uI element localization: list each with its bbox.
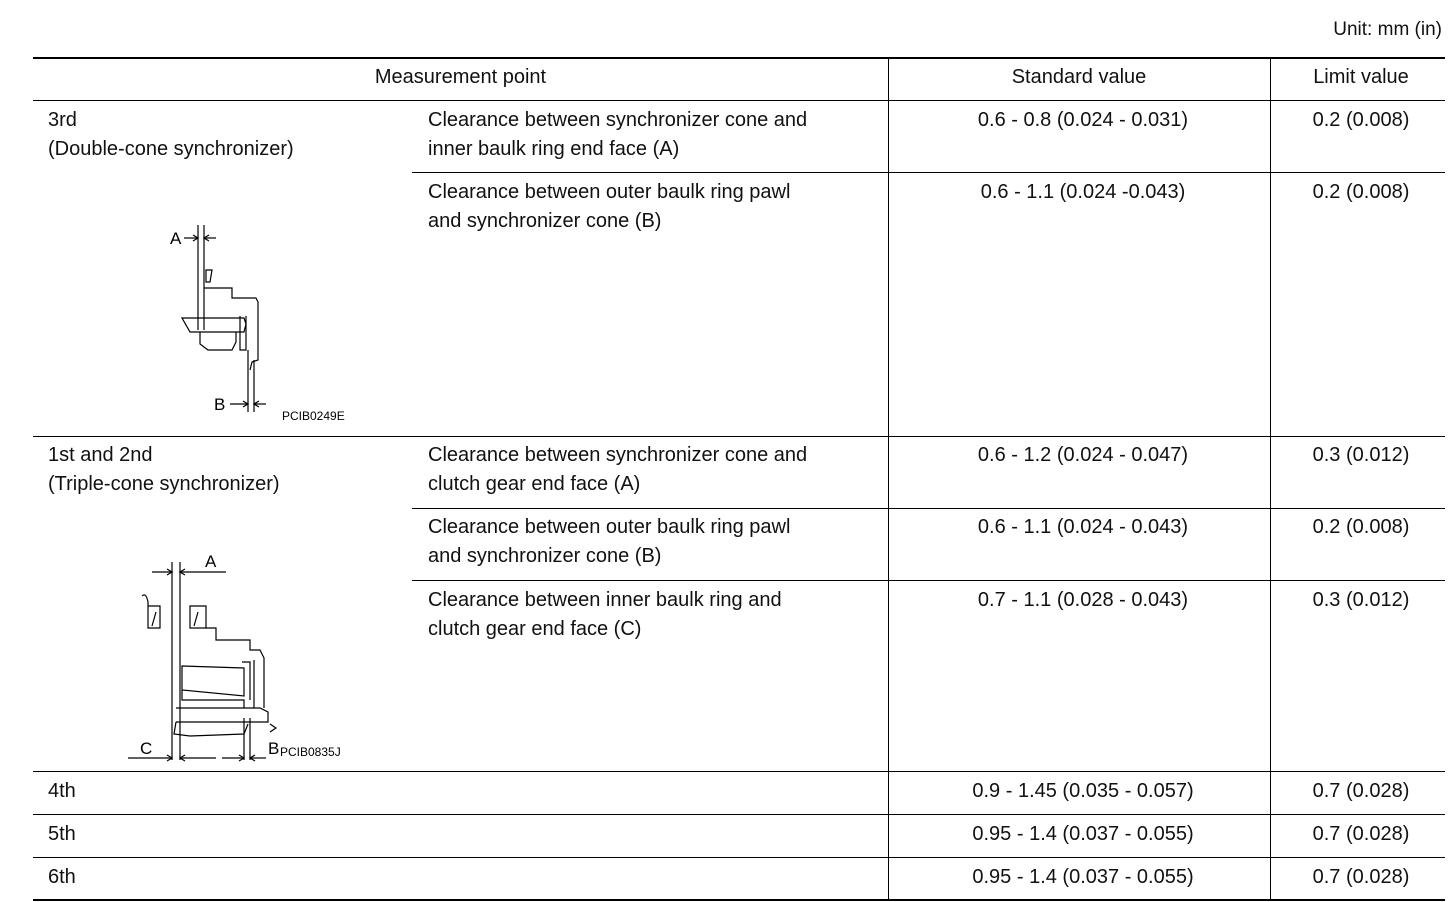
limit-value: 0.2 (0.008) — [1312, 516, 1410, 538]
measurement-point-line: Clearance between synchronizer cone and — [428, 109, 808, 131]
dimension-label-b: B — [268, 739, 280, 758]
header-bottom-rule — [33, 100, 1445, 101]
group-rule — [33, 436, 1445, 437]
standard-value: 0.9 - 1.45 (0.035 - 0.057) — [972, 780, 1194, 802]
double-cone-synchronizer-figure — [160, 220, 370, 430]
measurement-point-line: clutch gear end face (C) — [428, 618, 642, 640]
standard-value: 0.95 - 1.4 (0.037 - 0.055) — [972, 823, 1194, 845]
measurement-point-line: clutch gear end face (A) — [428, 473, 641, 495]
standard-value: 0.6 - 1.1 (0.024 -0.043) — [980, 181, 1186, 203]
dimension-label-b: B — [214, 395, 226, 414]
limit-value: 0.7 (0.028) — [1312, 866, 1410, 888]
measurement-point-line: Clearance between outer baulk ring pawl — [428, 181, 791, 203]
measurement-point-line: Clearance between outer baulk ring pawl — [428, 516, 791, 538]
standard-value: 0.95 - 1.4 (0.037 - 0.055) — [972, 866, 1194, 888]
measurement-point-line: Clearance between synchronizer cone and — [428, 444, 808, 466]
row-rule — [33, 814, 1445, 815]
group-rule — [33, 771, 1445, 772]
header-limit-value: Limit value — [1313, 66, 1409, 88]
header-measurement-point: Measurement point — [374, 66, 547, 88]
measurement-point-line: Clearance between inner baulk ring and — [428, 589, 782, 611]
limit-value: 0.2 (0.008) — [1312, 109, 1410, 131]
figure-code: PCIB0249E — [282, 409, 345, 423]
triple-cone-synchronizer-figure — [120, 548, 370, 768]
gear-label: 6th — [48, 866, 76, 888]
dimension-label-a: A — [205, 552, 217, 571]
synchronizer-type: (Triple-cone synchronizer) — [48, 473, 280, 495]
table-bottom-rule — [33, 899, 1445, 901]
gear-label: 3rd — [48, 109, 77, 131]
standard-value: 0.7 - 1.1 (0.028 - 0.043) — [977, 589, 1189, 611]
row-rule — [33, 857, 1445, 858]
standard-value: 0.6 - 1.2 (0.024 - 0.047) — [977, 444, 1189, 466]
dimension-label-c: C — [140, 739, 153, 758]
limit-value: 0.3 (0.012) — [1312, 589, 1410, 611]
row-rule — [412, 580, 1445, 581]
header-standard-value: Standard value — [1011, 66, 1147, 88]
limit-value: 0.7 (0.028) — [1312, 780, 1410, 802]
row-rule — [412, 508, 1445, 509]
measurement-point-line: and synchronizer cone (B) — [428, 210, 662, 232]
dimension-label-a: A — [170, 229, 182, 248]
figure-code: PCIB0835J — [280, 745, 341, 759]
gear-label: 5th — [48, 823, 76, 845]
standard-value: 0.6 - 0.8 (0.024 - 0.031) — [977, 109, 1189, 131]
unit-label: Unit: mm (in) — [1333, 19, 1442, 40]
limit-value: 0.2 (0.008) — [1312, 181, 1410, 203]
measurement-point-line: inner baulk ring end face (A) — [428, 138, 680, 160]
synchronizer-type: (Double-cone synchronizer) — [48, 138, 294, 160]
gear-label: 1st and 2nd — [48, 444, 153, 466]
limit-value: 0.7 (0.028) — [1312, 823, 1410, 845]
table-top-rule — [33, 57, 1445, 59]
limit-value: 0.3 (0.012) — [1312, 444, 1410, 466]
measurement-point-line: and synchronizer cone (B) — [428, 545, 662, 567]
row-rule — [412, 172, 1445, 173]
gear-label: 4th — [48, 780, 76, 802]
standard-value: 0.6 - 1.1 (0.024 - 0.043) — [977, 516, 1189, 538]
